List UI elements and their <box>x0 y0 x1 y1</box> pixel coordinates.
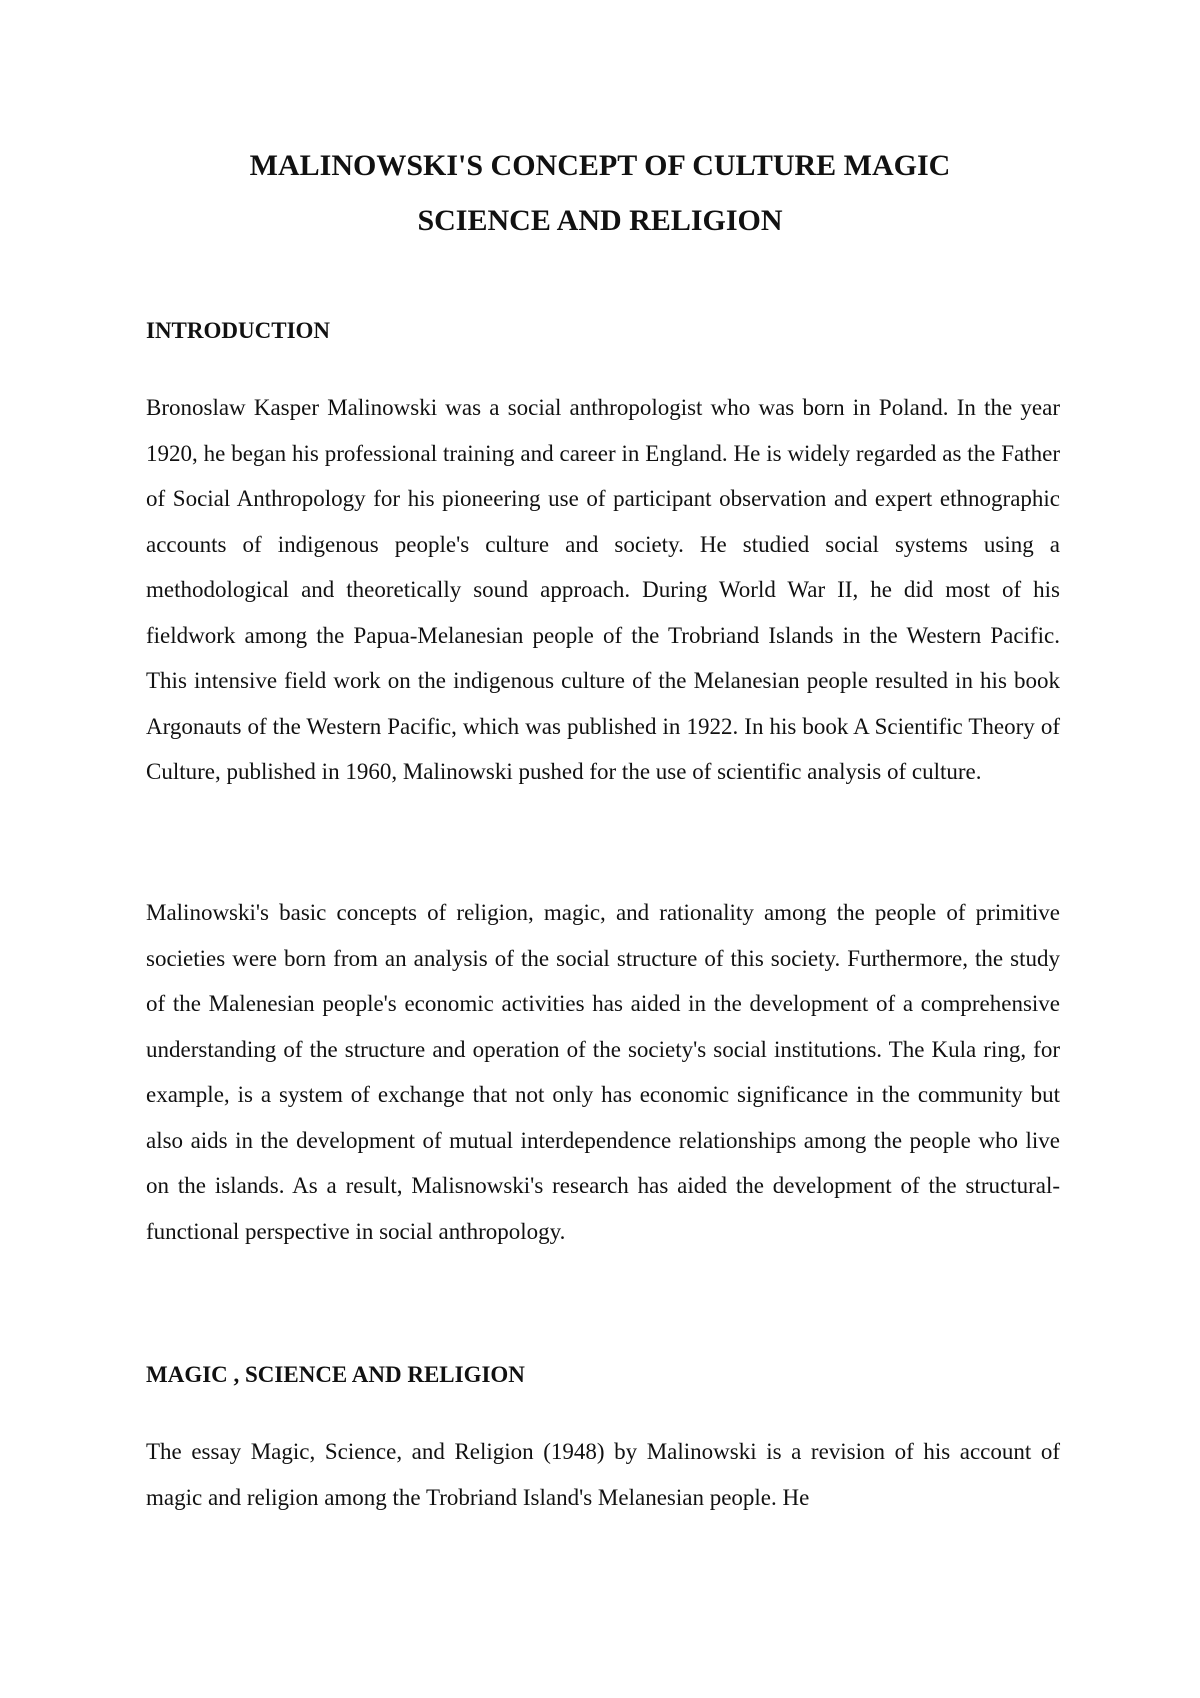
paragraph-introduction-1: Bronoslaw Kasper Malinowski was a social anthropologist who was born in Poland. In the year 1920, he began his professional training and career in England. He is widely regarded as the Father of Social Anthropology for his pioneering use of participant observation and expert ethnographic accounts of indigenous people's culture and society. He studied social systems using a methodological and theoretically sound approach. During World War II, he did most of his fieldwork among the Papua-Melanesian people of the Trobriand Islands in the Western Pacific. This intensive field work on the indigenous culture of the Melanesian people resulted in his book Argonauts of the Western Pacific, which was published in 1922. In his book A Scientific Theory of Culture, published in 1960, Malinowski pushed for the use of scientific analysis of culture. <box>146 395 1060 784</box>
section-heading-introduction: INTRODUCTION <box>146 318 331 343</box>
paragraph-magic-science-religion-1: The essay Magic, Science, and Religion (1948) by Malinowski is a revision of his account of magic and religion among the Trobriand Island's Melanesian people. He <box>146 1439 1060 1510</box>
paragraph-introduction-2: Malinowski's basic concepts of religion, magic, and rationality among the people of primitive societies were born from an analysis of the social structure of this society. Furthermore, the study of the Malenesian people's economic activities has aided in the development of a comprehensive understanding of the structure and operation of the society's social institutions. The Kula ring, for example, is a system of exchange that not only has economic significance in the community but also aids in the development of mutual interdependence relationships among the people who live on the islands. As a result, Malisnowski's research has aided the development of the structural-functional perspective in social anthropology. <box>146 900 1060 1244</box>
document-title-line-2: SCIENCE AND RELIGION <box>417 204 783 237</box>
document-title-line-1: MALINOWSKI'S CONCEPT OF CULTURE MAGIC <box>249 149 951 182</box>
section-heading-magic-science-religion: MAGIC , SCIENCE AND RELIGION <box>146 1362 525 1387</box>
